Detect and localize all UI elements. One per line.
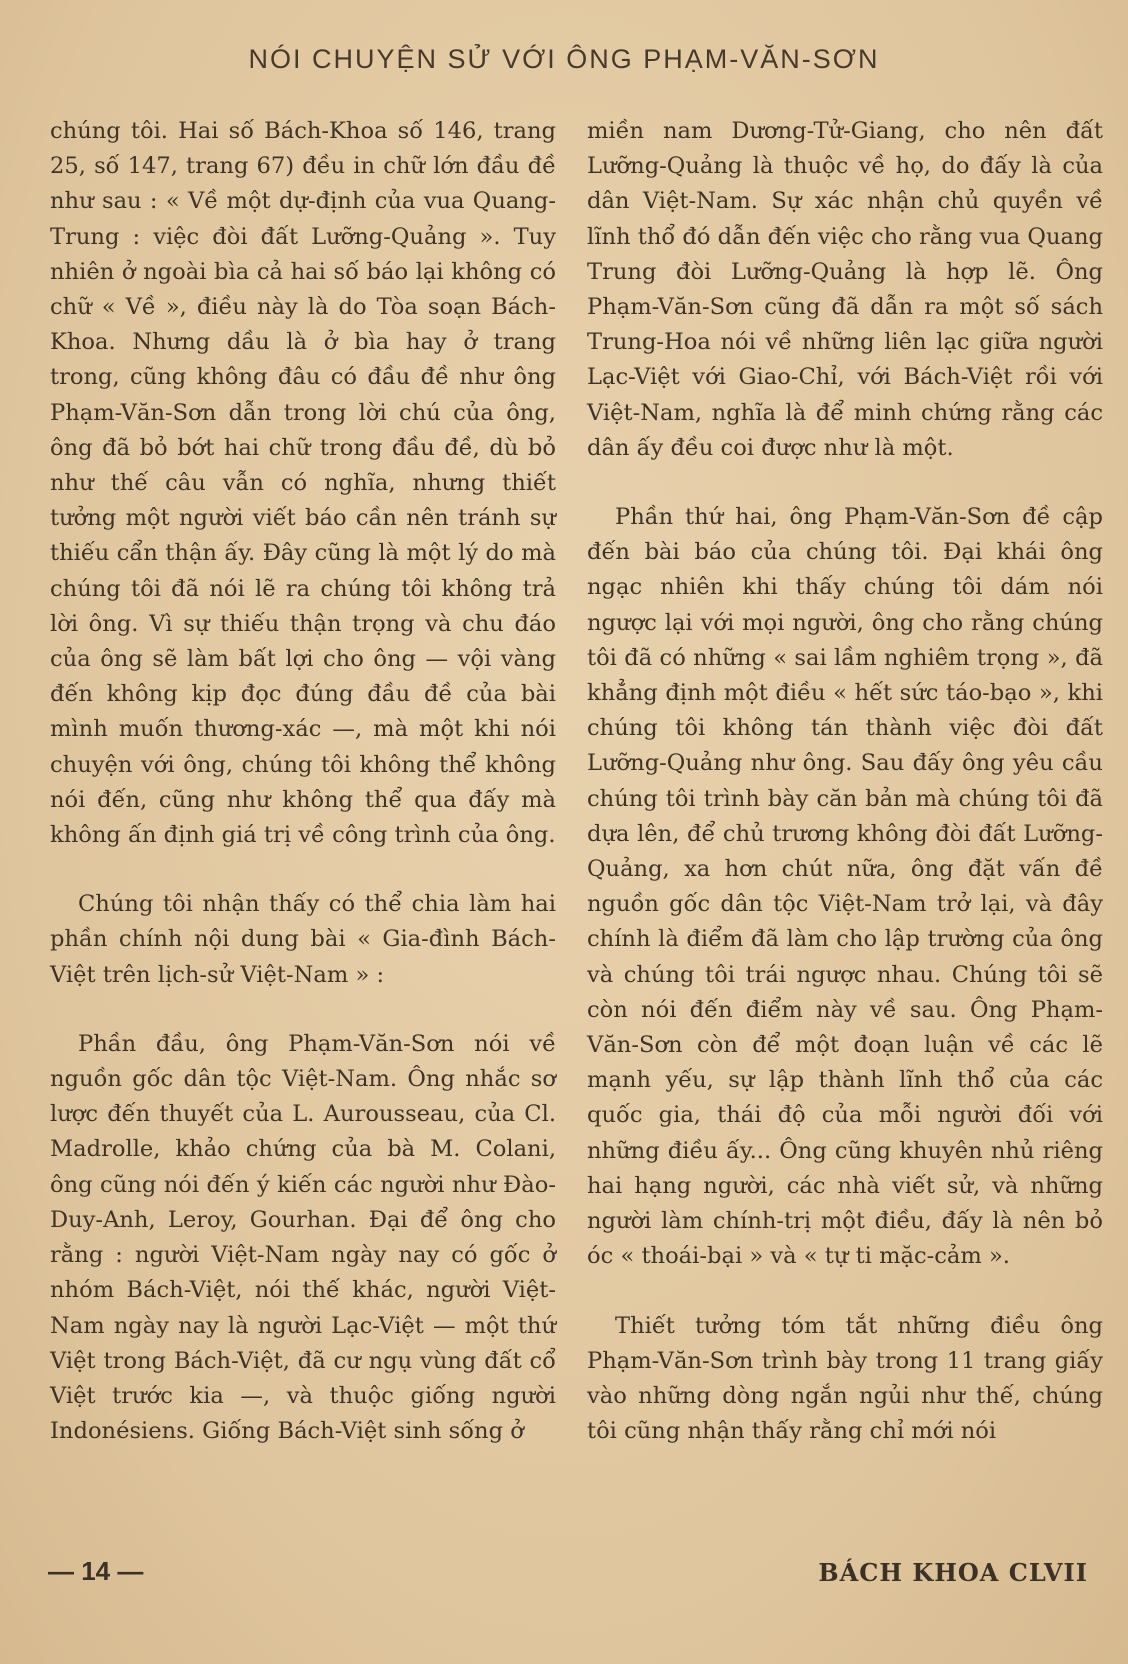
page-number: — 14 — (48, 1556, 144, 1586)
right-paragraph-3: Thiết tưởng tóm tắt những điều ông Phạm-Văn-Sơn trình bày trong 11 trang giấy vào những dòng ngắn ngủi như thế, chúng tôi cũng nhận thấy rằng chỉ mới nói (587, 1312, 1103, 1445)
issue-label: BÁCH KHOA CLVII (818, 1558, 1088, 1587)
left-paragraph-3: Phần đầu, ông Phạm-Văn-Sơn nói về nguồn gốc dân tộc Việt-Nam. Ông nhắc sơ lược đến thuyết của L. Aurousseau, của Cl. Madrolle, khảo chứng của bà M. Colani, ông cũng nói đến ý kiến các người như Đào-Duy-Anh, Leroy, Gourhan. Đại để ông cho rằng : người Việt-Nam ngày nay có gốc ở nhóm Bách-Việt, nói thế khác, người Việt-Nam ngày nay là người Lạc-Việt — một thứ Việt trong Bách-Việt, đã cư ngụ vùng đất cổ Việt trước kia —, và thuộc giống người Indonésiens. Giống Bách-Việt sinh sống ở (50, 1030, 556, 1445)
left-column (50, 114, 556, 1483)
running-title: NÓI CHUYỆN SỬ VỚI ÔNG PHẠM-VĂN-SƠN (248, 44, 880, 74)
right-paragraph-1: miền nam Dương-Tử-Giang, cho nên đất Lưỡng-Quảng là thuộc về họ, do đấy là của dân Việt-Nam. Sự xác nhận chủ quyền về lĩnh thổ đó dẫn đến việc cho rằng vua Quang Trung đòi Lưỡng-Quảng là hợp lẽ. Ông Phạm-Văn-Sơn cũng đã dẫn ra một số sách Trung-Hoa nói về những liên lạc giữa người Lạc-Việt với Giao-Chỉ, với Bách-Việt rồi với Việt-Nam, nghĩa là để minh chứng rằng các dân ấy đều coi được như là một. (587, 118, 1103, 461)
right-column (587, 114, 1103, 1483)
left-paragraph-2: Chúng tôi nhận thấy có thể chia làm hai phần chính nội dung bài « Gia-đình Bách-Việt trên lịch-sử Việt-Nam » : (50, 891, 556, 988)
right-paragraph-2: Phần thứ hai, ông Phạm-Văn-Sơn đề cập đến bài báo của chúng tôi. Đại khái ông ngạc nhiên khi thấy chúng tôi dám nói ngược lại với mọi người, ông cho rằng chúng tôi đã có những « sai lầm nghiêm trọng », đã khẳng định một điều « hết sức táo-bạo », khi chúng tôi không tán thành việc đòi đất Lưỡng-Quảng như ông. Sau đấy ông yêu cầu chúng tôi trình bày căn bản mà chúng tôi đã dựa lên, để chủ trương không đòi đất Lưỡng-Quảng, xa hơn chút nữa, ông đặt vấn đề nguồn gốc dân tộc Việt-Nam trở lại, và đây chính là điểm đã làm cho lập trường của ông và chúng tôi trái ngược nhau. Chúng tôi sẽ còn nói đến điểm này về sau. Ông Phạm-Văn-Sơn còn để một đoạn luận về các lẽ mạnh yếu, sự lập thành lĩnh thổ của các quốc gia, thái độ của mỗi người đối với những điều ấy... Ông cũng khuyên nhủ riêng hai hạng người, các nhà viết sử, và những người làm chính-trị một điều, đấy là nên bỏ óc « thoái-bại » và « tự ti mặc-cảm ». (587, 504, 1103, 1270)
left-paragraph-1: chúng tôi. Hai số Bách-Khoa số 146, trang 25, số 147, trang 67) đều in chữ lớn đầu đề như sau : « Về một dự-định của vua Quang-Trung : việc đòi đất Lưỡng-Quảng ». Tuy nhiên ở ngoài bìa cả hai số báo lại không có chữ « Về », điều này là do Tòa soạn Bách-Khoa. Nhưng dầu là ở bìa hay ở trang trong, cũng không đâu có đầu đề như ông Phạm-Văn-Sơn dẫn trong lời chú của ông, ông đã bỏ bớt hai chữ trong đầu đề, dù bỏ như thế câu vẫn có nghĩa, nhưng thiết tưởng một người viết báo cần nên tránh sự thiếu cẩn thận ấy. Đây cũng là một lý do mà chúng tôi đã nói lẽ ra chúng tôi không trả lời ông. Vì sự thiếu thận trọng và chu đáo của ông sẽ làm bất lợi cho ông — vội vàng đến không kịp đọc đúng đầu đề của bài mình muốn thương-xác —, mà một khi nói chuyện với ông, chúng tôi không thể không nói đến, cũng như không thể qua đấy mà không ấn định giá trị về công trình của ông. (50, 118, 556, 849)
